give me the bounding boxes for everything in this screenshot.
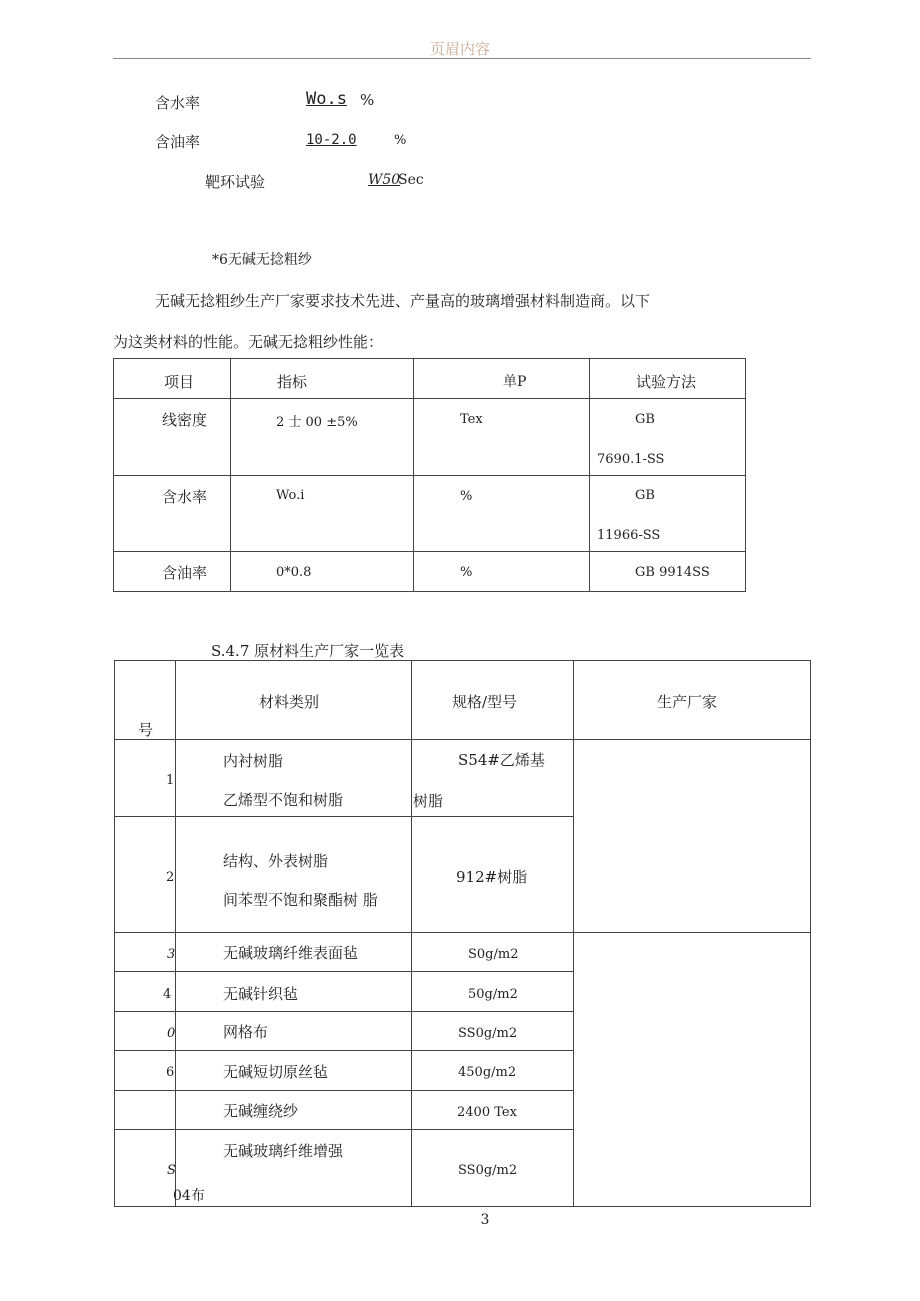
manufacturers-table [114, 660, 811, 1207]
material-spec: S0g/m2 [468, 947, 519, 962]
table1-method-a: GB [635, 488, 655, 503]
spec-oil-value: 10-2.0 [306, 132, 357, 148]
table1-method-a: GB [635, 412, 655, 427]
material-category: 无碱玻璃纤维增强 [223, 1142, 344, 1160]
maker-cell [574, 740, 811, 933]
table1-index: 2 士 00 ±5% [276, 415, 358, 430]
spec-ring-unit: Sec [398, 172, 424, 188]
material-category: 内衬树脂 [223, 752, 284, 770]
table2-caption: S.4.7 原材料生产厂家一览表 [211, 642, 405, 660]
table1-header-index: 指标 [277, 373, 308, 391]
row-number: 6 [166, 1065, 175, 1080]
table1-unit: % [460, 565, 473, 580]
material-category-sub: 乙烯型不饱和树脂 [223, 791, 344, 809]
table1-index: 0*0.8 [276, 565, 312, 580]
table2-header-category: 材料类别 [259, 693, 320, 711]
material-spec: 50g/m2 [468, 987, 518, 1002]
table-row [114, 476, 746, 552]
table1-header-item: 项目 [164, 373, 195, 391]
material-spec: SS0g/m2 [458, 1026, 518, 1041]
material-category: 结构、外表树脂 [223, 852, 329, 870]
table1-item: 含油率 [162, 564, 208, 582]
row-number: 0 [167, 1026, 176, 1041]
row-number: 2 [166, 870, 175, 885]
maker-cell [574, 933, 811, 1207]
row-number: S [167, 1163, 176, 1178]
material-spec: SS0g/m2 [458, 1163, 518, 1178]
table1-item: 线密度 [162, 411, 208, 429]
table-row [115, 933, 811, 972]
material-category: 无碱缠绕纱 [223, 1102, 299, 1120]
spec-moisture-value: Wo.s [306, 89, 347, 109]
spec-oil-label: 含油率 [155, 133, 201, 151]
table1-method-b: 7690.1-SS [597, 452, 665, 467]
material-category-sub: 间苯型不饱和聚酯树 脂 [223, 891, 378, 909]
table1-unit: % [460, 489, 473, 504]
material-spec: 912#树脂 [456, 868, 528, 886]
material-category: 无碱短切原丝毡 [223, 1063, 329, 1081]
table-row [114, 552, 746, 592]
material-spec: S54#乙烯基 [458, 751, 545, 769]
spec-moisture-unit: % [360, 91, 375, 109]
spec-ring-value: W50 [368, 172, 401, 188]
page-number: 3 [480, 1212, 490, 1228]
table1-item: 含水率 [162, 488, 208, 506]
spec-moisture-label: 含水率 [155, 94, 201, 112]
row-number: 4 [163, 987, 172, 1002]
page-header: 页眉内容 [429, 40, 490, 58]
row-number: 3 [167, 947, 176, 962]
table2-header-maker: 生产厂家 [657, 693, 718, 711]
spec-oil-unit: % [394, 133, 407, 148]
section-heading: *6无碱无捻粗纱 [212, 252, 312, 268]
table2-header-num: 号 [138, 721, 154, 739]
table1-index: Wo.i [276, 488, 305, 503]
row-number: 1 [166, 773, 175, 788]
material-spec-sub: 树脂 [413, 792, 444, 810]
spec-ring-label: 靶环试验 [205, 173, 266, 191]
paragraph-line-1: 无碱无捻粗纱生产厂家要求技术先进、产量高的玻璃增强材料制造商。以下 [155, 292, 651, 310]
table1-method-b: 11966-SS [597, 528, 661, 543]
table2-header-spec: 规格/型号 [452, 693, 518, 711]
material-spec: 450g/m2 [458, 1065, 517, 1080]
table1-header-unit: 单P [503, 374, 527, 390]
table-row [115, 740, 811, 817]
material-category: 无碱针织毡 [223, 985, 299, 1003]
material-category: 网格布 [223, 1023, 269, 1041]
properties-table [113, 358, 746, 592]
material-category: 无碱玻璃纤维表面毡 [223, 944, 359, 962]
table1-unit: Tex [460, 412, 483, 427]
paragraph-line-2: 为这类材料的性能。无碱无捻粗纱性能： [113, 333, 384, 351]
header-rule [113, 58, 811, 59]
row-number-suffix: 04布 [173, 1188, 205, 1204]
material-spec: 2400 Tex [457, 1105, 517, 1120]
table1-header-method: 试验方法 [636, 373, 697, 391]
table1-method-a: GB 9914SS [635, 565, 710, 580]
table-row [114, 399, 746, 476]
